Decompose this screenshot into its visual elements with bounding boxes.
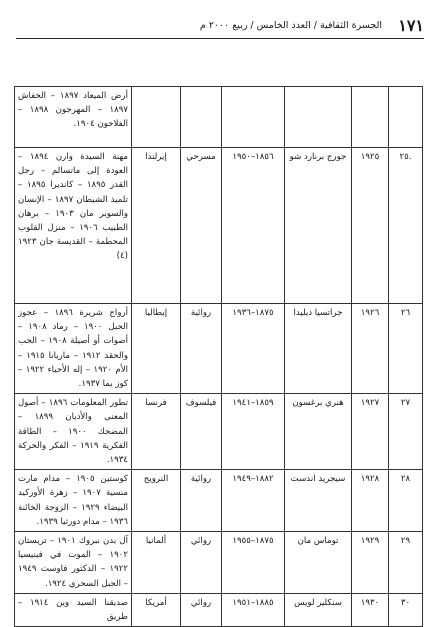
table-row [15,470,423,532]
year-cell: ١٩٢٩ [352,532,389,594]
genre-cell: روائية [181,470,222,532]
genre-cell: روائي [181,532,222,594]
lifespan-cell: ١٨٥٩–١٩٤١ [222,394,285,470]
works-cell: مهنة السيدة وارن ١٨٩٤ – العودة إلى ماتسالم – رجل القدر ١٨٩٥ – كانديرا ١٨٩٥ – تلميذ الشيطان ١٨٩٧ – الإنسان والسوبر مان ١٩٠٣ – برهان الطبيب ١٩٠٦ – منزل القلوب المحطمة – القديسة جان ١٩٢٣ (٤) [15,148,132,304]
genre-cell [181,87,222,148]
lifespan-cell [222,87,285,148]
genre-cell: روائية [181,304,222,394]
country-cell: النرويج [132,470,181,532]
page-number: ١٧١ [398,16,424,35]
year-cell: ١٩٣٠ [352,593,389,626]
table-row [15,532,423,594]
works-cell: أرض الميعاد ١٨٩٧ – الخفاش ١٨٩٧ – المهرجون ١٨٩٨ – الفلاحون ١٩٠٤. [15,87,132,148]
number-cell: ٣٠ [389,593,423,626]
year-cell: ١٩٢٦ [352,304,389,394]
country-cell [132,87,181,148]
number-cell: .٢٥ [389,148,423,304]
lifespan-cell: ١٨٧٥–١٩٥٥ [222,532,285,594]
table-row [15,87,423,148]
works-cell: كوستين ١٩٠٥ – مدام مارت منسية ١٩٠٧ – زهرة الأوركيد البيضاء ١٩٢٩ – الزوجة الخائنة ١٩٣٦ – مدام دورثيا ١٩٣٩. [15,470,132,532]
table-row [15,593,423,626]
country-cell: أمريكا [132,593,181,626]
running-head: الجسرة الثقافية / العدد الخامس / ربيع ٢٠٠٠ م [199,20,382,31]
year-cell: ١٩٢٨ [352,470,389,532]
country-cell: ألمانيا [132,532,181,594]
table-row [15,304,423,394]
works-cell: آل بدن نبروك ١٩٠١ – تريستان ١٩٠٢ – الموت في فينيسيا ١٩٢٢ – الدكتور فاوست ١٩٤٩ – الجبل السحري ١٩٢٤. [15,532,132,594]
table-row [15,148,423,304]
number-cell: ٢٧ [389,394,423,470]
name-cell: جراتسيا ديليدا [285,304,352,394]
page-header [16,18,424,38]
lifespan-cell: ١٨٥٦–١٩٥٠ [222,148,285,304]
country-cell: إيطاليا [132,304,181,394]
header-rule [16,38,424,39]
number-cell: ٢٩ [389,532,423,594]
works-cell: تطور المعلومات ١٨٩٦ – أصول المعنى والأديان ١٨٩٩ – المضحك ١٩٠٠ – الطاقة الفكرية ١٩١٩ – الفكر والحركة ١٩٣٤. [15,394,132,470]
genre-cell: مسرحي [181,148,222,304]
year-cell: ١٩٢٧ [352,394,389,470]
table-row [15,394,423,470]
genre-cell: فيلسوف [181,394,222,470]
year-cell: ١٩٢٥ [352,148,389,304]
lifespan-cell: ١٨٨٥–١٩٥١ [222,593,285,626]
number-cell [389,87,423,148]
name-cell [285,87,352,148]
works-cell: أرواح شريرة ١٨٩٦ – عجوز الجبل ١٩٠٠ – رماد ١٩٠٨ – أصوات أو أصيلة ١٩٠٨ – الحب والحقد ١٩١٢ – ماريانا ١٩١٥ – الأم ١٩٢٠ – إله الأحياء ١٩٢٢ – كوز يما ١٩٣٧. [15,304,132,394]
genre-cell: روائي [181,593,222,626]
lifespan-cell: ١٨٧٥–١٩٣٦ [222,304,285,394]
name-cell: توماس مان [285,532,352,594]
country-cell: فرنسا [132,394,181,470]
nobel-laureates-table [14,86,423,627]
works-cell: صديقنا السيد وين ١٩١٤ – طريق [15,593,132,626]
name-cell: سيجريد اندست [285,470,352,532]
number-cell: ٢٨ [389,470,423,532]
country-cell: إيرلندا [132,148,181,304]
name-cell: سنكلير لويس [285,593,352,626]
number-cell: ٢٦ [389,304,423,394]
year-cell [352,87,389,148]
name-cell: جورج برنارد شو [285,148,352,304]
lifespan-cell: ١٨٨٢–١٩٤٩ [222,470,285,532]
name-cell: هنري برغسون [285,394,352,470]
